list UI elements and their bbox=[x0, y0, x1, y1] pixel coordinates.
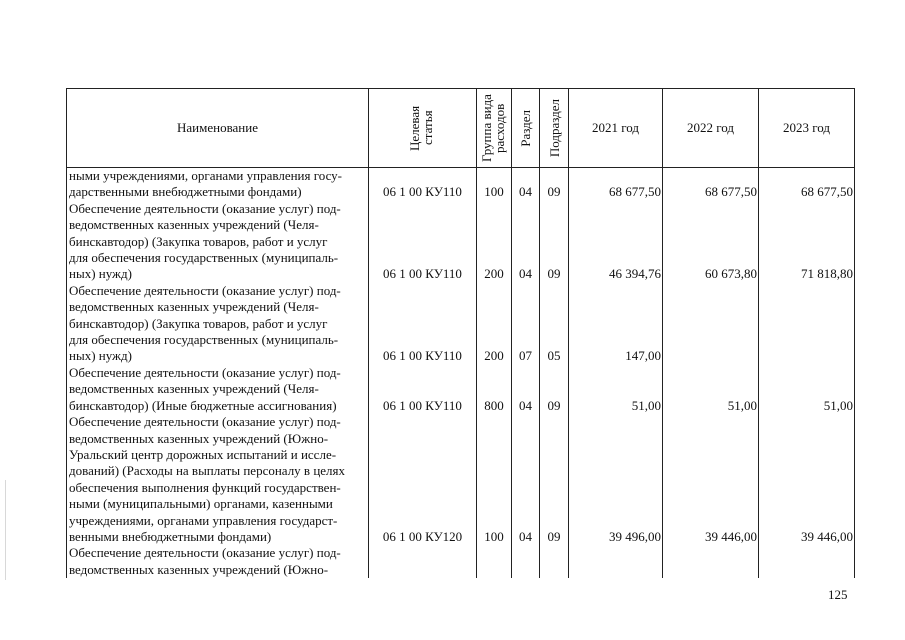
row-section: 04 bbox=[512, 365, 540, 414]
row-2023 bbox=[759, 545, 855, 578]
row-name-line: бинскавтодор) (Закупка товаров, работ и услуг bbox=[69, 315, 328, 331]
row-2022: 68 677,50 bbox=[663, 168, 759, 201]
row-target-article: 06 1 00 КУ110 bbox=[369, 365, 477, 414]
row-2023: 51,00 bbox=[759, 365, 855, 414]
row-name-line: Уральский центр дорожных испытаний и иссле- bbox=[69, 446, 337, 462]
row-target-article: 06 1 00 КУ110 bbox=[369, 201, 477, 283]
table-row bbox=[67, 414, 855, 545]
row-subsection: 09 bbox=[540, 365, 569, 414]
row-2022 bbox=[663, 545, 759, 578]
row-name-line: ными (муниципальными) органами, казенными bbox=[69, 496, 333, 512]
row-name-line: Обеспечение деятельности (оказание услуг) под- bbox=[69, 414, 341, 430]
row-name bbox=[67, 414, 369, 545]
row-subsection bbox=[540, 545, 569, 578]
row-2021: 46 394,76 bbox=[569, 201, 663, 283]
header-target-article: Целевая статья bbox=[369, 89, 477, 168]
row-name-line: ведомственных казенных учреждений (Челя- bbox=[69, 299, 319, 315]
table-row bbox=[67, 283, 855, 365]
header-subsection: Подраздел bbox=[540, 89, 569, 168]
budget-table bbox=[66, 88, 855, 578]
row-name-line: Обеспечение деятельности (оказание услуг) под- bbox=[69, 364, 341, 380]
row-name-line: бинскавтодор) (Иные бюджетные ассигнования) bbox=[69, 397, 337, 413]
row-name-line: Обеспечение деятельности (оказание услуг) под- bbox=[69, 282, 341, 298]
header-2022: 2022 год bbox=[663, 89, 759, 168]
row-subsection: 09 bbox=[540, 414, 569, 545]
row-name-line: ных) нужд) bbox=[69, 348, 132, 364]
row-2022: 60 673,80 bbox=[663, 201, 759, 283]
row-2021 bbox=[569, 545, 663, 578]
row-name-line: бинскавтодор) (Закупка товаров, работ и услуг bbox=[69, 233, 328, 249]
row-name-line: для обеспечения государственных (муниципаль- bbox=[69, 332, 339, 348]
table-row bbox=[67, 201, 855, 283]
row-name bbox=[67, 365, 369, 414]
row-2021: 39 496,00 bbox=[569, 414, 663, 545]
row-name-line: для обеспечения государственных (муниципаль- bbox=[69, 250, 339, 266]
row-section: 04 bbox=[512, 201, 540, 283]
page-number: 125 bbox=[828, 587, 848, 602]
row-name-line: обеспечения выполнения функций государствен- bbox=[69, 479, 341, 495]
row-name bbox=[67, 201, 369, 283]
row-name-line: ведомственных казенных учреждений (Челя- bbox=[69, 217, 319, 233]
row-expense-group: 100 bbox=[477, 414, 512, 545]
row-name-line: дований) (Расходы на выплаты персоналу в целях bbox=[69, 463, 346, 479]
row-subsection: 05 bbox=[540, 283, 569, 365]
row-name-line: учреждениями, органами управления государст- bbox=[69, 512, 338, 528]
row-expense-group: 200 bbox=[477, 201, 512, 283]
row-target-article bbox=[369, 545, 477, 578]
header-section: Раздел bbox=[512, 89, 540, 168]
row-2023: 68 677,50 bbox=[759, 168, 855, 201]
row-section: 07 bbox=[512, 283, 540, 365]
row-name-line: ведомственных казенных учреждений (Челя- bbox=[69, 381, 319, 397]
row-expense-group: 200 bbox=[477, 283, 512, 365]
scan-margin-mark bbox=[5, 480, 6, 580]
table-header-row bbox=[67, 89, 855, 168]
row-2022: 39 446,00 bbox=[663, 414, 759, 545]
row-name-line: венными внебюджетными фондами) bbox=[69, 528, 272, 544]
row-name-line: Обеспечение деятельности (оказание услуг) под- bbox=[69, 200, 341, 216]
table-row bbox=[67, 365, 855, 414]
row-2023: 39 446,00 bbox=[759, 414, 855, 545]
row-section: 04 bbox=[512, 414, 540, 545]
row-2021: 51,00 bbox=[569, 365, 663, 414]
header-expense-group: Группа вида расходов bbox=[477, 89, 512, 168]
row-2022 bbox=[663, 283, 759, 365]
row-name bbox=[67, 545, 369, 578]
row-name bbox=[67, 283, 369, 365]
row-target-article: 06 1 00 КУ110 bbox=[369, 283, 477, 365]
row-name bbox=[67, 168, 369, 201]
row-expense-group bbox=[477, 545, 512, 578]
row-name-line: ными учреждениями, органами управления госу- bbox=[69, 168, 342, 183]
header-2021: 2021 год bbox=[569, 89, 663, 168]
row-target-article: 06 1 00 КУ120 bbox=[369, 414, 477, 545]
row-name-line: ведомственных казенных учреждений (Южно- bbox=[69, 430, 329, 446]
row-expense-group: 100 bbox=[477, 168, 512, 201]
header-2023: 2023 год bbox=[759, 89, 855, 168]
row-target-article: 06 1 00 КУ110 bbox=[369, 168, 477, 201]
row-subsection: 09 bbox=[540, 168, 569, 201]
row-name-line: дарственными внебюджетными фондами) bbox=[69, 184, 302, 200]
row-2023: 71 818,80 bbox=[759, 201, 855, 283]
row-name-line: ных) нужд) bbox=[69, 266, 132, 282]
header-name: Наименование bbox=[67, 89, 369, 168]
row-2021: 147,00 bbox=[569, 283, 663, 365]
row-2021: 68 677,50 bbox=[569, 168, 663, 201]
row-2023 bbox=[759, 283, 855, 365]
row-name-line: ведомственных казенных учреждений (Южно- bbox=[69, 561, 329, 577]
table-row bbox=[67, 168, 855, 201]
row-section: 04 bbox=[512, 168, 540, 201]
row-name-line: Обеспечение деятельности (оказание услуг) под- bbox=[69, 545, 341, 561]
row-subsection: 09 bbox=[540, 201, 569, 283]
row-section bbox=[512, 545, 540, 578]
table-row bbox=[67, 545, 855, 578]
row-expense-group: 800 bbox=[477, 365, 512, 414]
row-2022: 51,00 bbox=[663, 365, 759, 414]
